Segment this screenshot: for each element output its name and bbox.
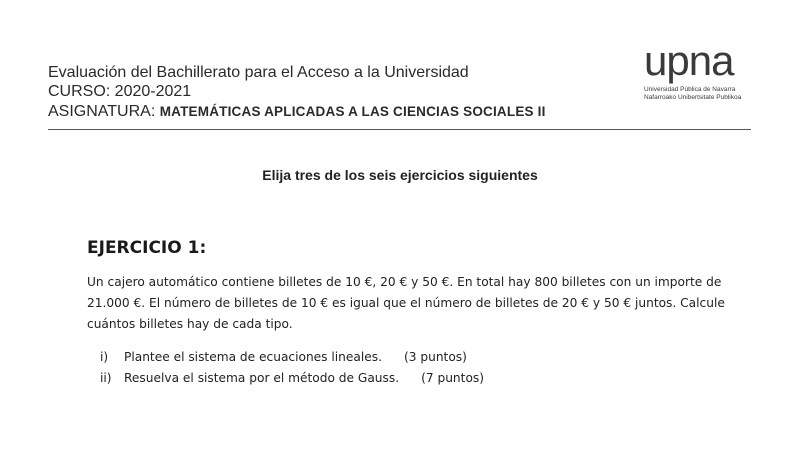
exercise-statement — [87, 272, 727, 335]
exam-header — [48, 63, 608, 121]
statement-line: 21.000 €. El número de billetes de 10 € es igual que el número de billetes de 20 € y 50 € juntos. Calcule — [87, 296, 725, 310]
statement-line: cuántos billetes hay de cada tipo. — [87, 317, 293, 331]
exercise-part — [100, 347, 484, 368]
part-points: (7 puntos) — [421, 371, 485, 385]
logo-university-name: Universidad Pública de Navarra — [644, 86, 736, 93]
part-number: ii) — [100, 371, 112, 385]
statement-line: Un cajero automático contiene billetes de 10 €, 20 € y 50 €. En total hay 800 billetes con un importe de — [87, 275, 722, 289]
exercise-part — [100, 368, 484, 389]
subject-line — [48, 102, 608, 121]
subject-name: MATEMÁTICAS APLICADAS A LAS CIENCIAS SOCIALES II — [159, 104, 546, 119]
logo-university-name-basque: Nafarroako Unibertsitate Publikoa — [644, 94, 742, 101]
instructions: Elija tres de los seis ejercicios siguientes — [262, 167, 538, 183]
part-number: i) — [100, 350, 109, 364]
exercise-title: EJERCICIO 1: — [87, 238, 207, 258]
part-text: Resuelva el sistema por el método de Gauss. — [124, 371, 400, 385]
logo-mark: upna — [644, 37, 734, 84]
subject-label: ASIGNATURA: — [48, 103, 160, 120]
part-text: Plantee el sistema de ecuaciones lineales. — [124, 350, 382, 364]
course-year: CURSO: 2020-2021 — [48, 83, 192, 100]
part-points: (3 puntos) — [403, 350, 467, 364]
university-logo — [644, 37, 756, 102]
exam-name: Evaluación del Bachillerato para el Acceso a la Universidad — [48, 64, 469, 81]
header-divider — [48, 129, 751, 130]
exercise-parts — [100, 347, 484, 389]
